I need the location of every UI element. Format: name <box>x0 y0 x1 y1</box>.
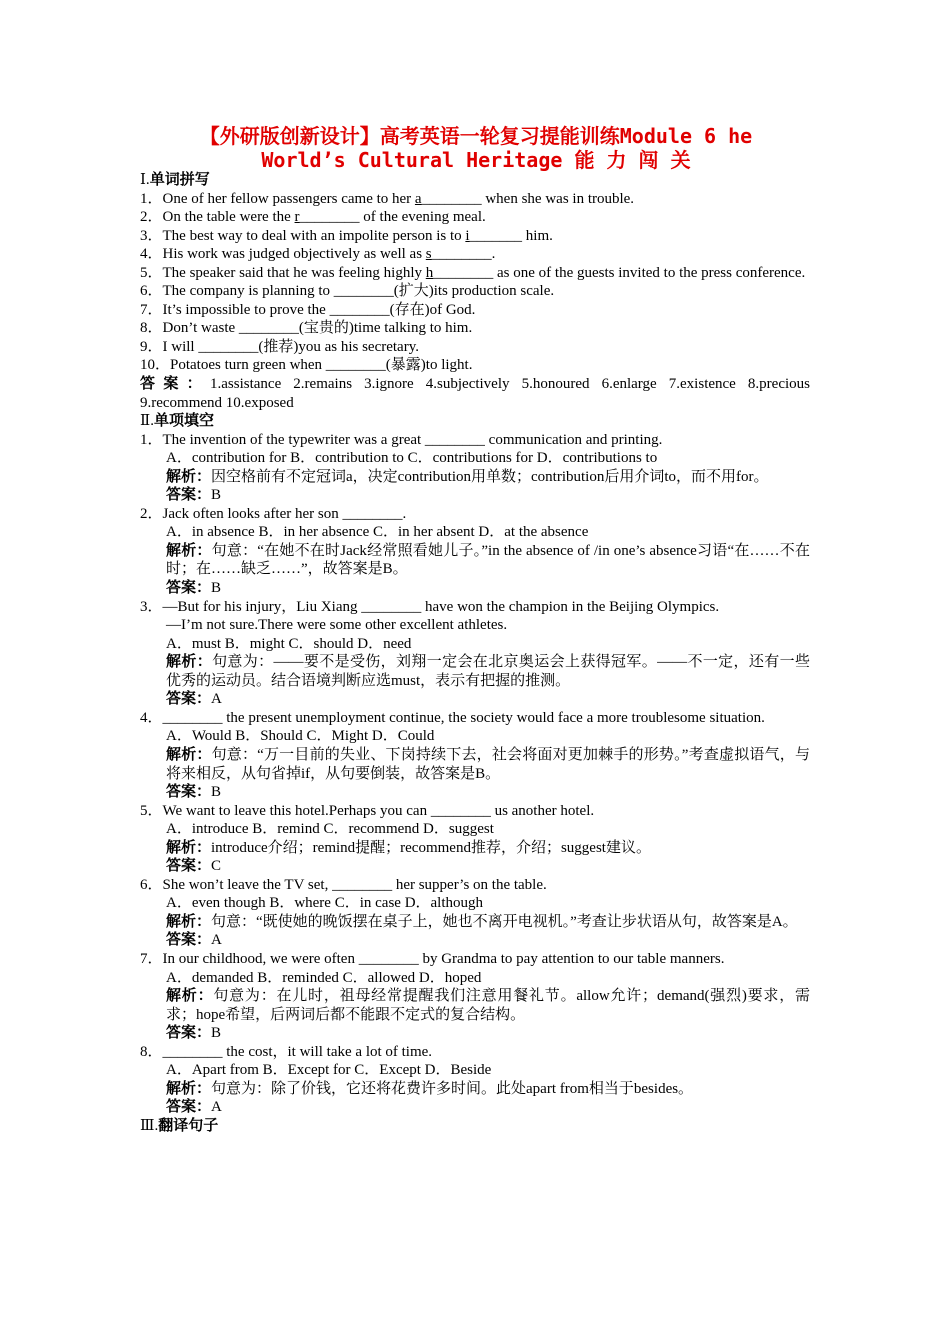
item-text-after: ________ as one of the guests invited to the press conference. <box>433 264 806 281</box>
question-number: 3． <box>140 598 163 615</box>
question-text: ________ the cost，it will take a lot of time. <box>162 1043 433 1060</box>
item-text-before: The company is planning to ________(扩大)its production scale. <box>162 283 555 300</box>
section-2-title: 单项填空 <box>153 413 214 430</box>
answer-label: 答案： <box>166 932 212 949</box>
answer-label: 答案： <box>140 376 210 393</box>
question-number: 2． <box>140 505 163 522</box>
question-stem <box>140 950 810 969</box>
item-number: 9． <box>140 338 163 355</box>
item-text-after: _______ him. <box>469 227 553 244</box>
answer-value: A <box>211 691 222 708</box>
item-text-before: His work was judged objectively as well as <box>162 246 426 263</box>
question-stem <box>140 709 810 728</box>
vocab-item <box>140 356 810 375</box>
question-text-line: —I’m not sure.There were some other excellent athletes. <box>166 617 508 634</box>
question-text: The invention of the typewriter was a great ________ communication and printing. <box>162 431 663 448</box>
answer-text: 1.assistance 2.remains 3.ignore 4.subjectively 5.honoured 6.enlarge 7.existence 8.precious 9.recommend 10.exposed <box>140 376 810 411</box>
item-text-before: The speaker said that he was feeling highly <box>162 264 426 281</box>
answer-options: A．must B．might C．should D．need <box>166 635 412 652</box>
vocab-item <box>140 282 810 301</box>
item-text-before: Potatoes turn green when ________(暴露)to light. <box>170 357 473 374</box>
question-number: 1． <box>140 431 163 448</box>
answer-value: B <box>211 784 222 801</box>
question-number: 7． <box>140 950 163 967</box>
item-text-before: The best way to deal with an impolite person is to <box>162 227 466 244</box>
explanation-text: 句意：“万一目前的失业、下岗持续下去，社会将面对更加棘手的形势。”考查虚拟语气，与将来相反，从句省掉if，从句要倒装，故答案是B。 <box>166 746 810 782</box>
question-text: Jack often looks after her son ________. <box>162 505 407 522</box>
explanation <box>140 746 810 783</box>
explanation-label: 解析： <box>166 542 212 559</box>
vocab-item <box>140 319 810 338</box>
item-text-before: It’s impossible to prove the ________(存在)of God. <box>162 301 476 318</box>
item-number: 8． <box>140 320 163 337</box>
initial-letter: s <box>425 246 432 263</box>
initial-letter: h <box>425 264 434 281</box>
section-3-num: Ⅲ. <box>140 1117 159 1134</box>
vocab-item <box>140 338 810 357</box>
explanation-text: 句意：“既使她的晚饭摆在桌子上，她也不离开电视机。”考查让步状语从句，故答案是A。 <box>211 913 798 930</box>
answer-line <box>140 1024 810 1043</box>
answer-line <box>140 690 810 709</box>
answer-line <box>140 931 810 950</box>
explanation <box>140 839 810 858</box>
explanation <box>140 987 810 1024</box>
vocab-item <box>140 264 810 283</box>
answer-label: 答案： <box>166 858 212 875</box>
answer-line <box>140 783 810 802</box>
item-number: 7． <box>140 301 163 318</box>
section-2-num: Ⅱ. <box>140 413 154 430</box>
explanation-label: 解析： <box>166 468 212 485</box>
answer-line <box>140 857 810 876</box>
question-stem <box>140 802 810 821</box>
item-text-before: Don’t waste ________(宝贵的)time talking to him. <box>162 320 473 337</box>
explanation-text: 句意为：在儿时，祖母经常提醒我们注意用餐礼节。allow允许；demand(强烈)要求，需求；hope希望，后两词后都不能跟不定式的复合结构。 <box>166 988 810 1023</box>
item-text-before: One of her fellow passengers came to her <box>162 190 415 207</box>
answer-label: 答案： <box>166 1099 212 1116</box>
section-1-items <box>140 190 810 375</box>
answer-value: B <box>211 1025 222 1042</box>
answer-label: 答案： <box>166 487 212 504</box>
vocab-item <box>140 227 810 246</box>
question-text: She won’t leave the TV set, ________ her supper’s on the table. <box>162 876 547 893</box>
initial-letter: i <box>465 227 470 244</box>
vocab-item <box>140 301 810 320</box>
answer-options: A．in absence B．in her absence C．in her absent D．at the absence <box>166 524 589 541</box>
answer-options: A．contribution for B．contribution to C．contributions for D．contributions to <box>166 450 658 467</box>
item-number: 10． <box>140 357 171 374</box>
answer-label: 答案： <box>166 691 212 708</box>
item-number: 2． <box>140 209 163 226</box>
answer-options: A．Would B．Should C．Might D．Could <box>166 728 435 745</box>
item-number: 1． <box>140 190 163 207</box>
section-1-answer <box>140 375 810 412</box>
section-2-header <box>140 412 810 431</box>
item-text-after: ________ when she was in trouble. <box>421 190 635 207</box>
item-number: 6． <box>140 283 163 300</box>
explanation-label: 解析： <box>166 746 212 763</box>
section-1-header <box>140 171 810 190</box>
explanation-text: 因空格前有不定冠词a，决定contribution用单数；contribution后用介词to，而不用for。 <box>211 468 769 485</box>
section-1-num: Ⅰ. <box>140 172 150 188</box>
vocab-item <box>140 245 810 264</box>
question-text: —But for his injury，Liu Xiang ________ have won the champion in the Beijing Olympics. <box>162 598 720 615</box>
answer-value: A <box>211 932 222 949</box>
initial-letter: a <box>414 190 422 207</box>
section-3-title: 翻译句子 <box>158 1117 219 1134</box>
vocab-item <box>140 208 810 227</box>
title-line-2: World’s Cultural Heritage 能 力 闯 关 <box>261 148 691 172</box>
explanation-text: 句意：“在她不在时Jack经常照看她儿子。”in the absence of /in one’s absence习语“在……不在时；在……缺乏……”，故答案是B。 <box>166 542 810 578</box>
answer-options: A．Apart from B．Except for C．Except D．Beside <box>166 1062 492 1079</box>
initial-letter: r <box>294 209 300 226</box>
explanation-label: 解析： <box>166 654 213 671</box>
explanation-text: 句意为：——要不是受伤，刘翔一定会在北京奥运会上获得冠军。——不一定，还有一些优秀的运动员。结合语境判断应选must，表示有把握的推测。 <box>166 654 810 689</box>
explanation-label: 解析： <box>166 1080 212 1097</box>
explanation <box>140 542 810 579</box>
explanation <box>140 913 810 932</box>
answer-label: 答案： <box>166 1025 212 1042</box>
explanation-text: 句意为：除了价钱，它还将花费许多时间。此处apart from相当于besides。 <box>211 1080 694 1097</box>
answer-line <box>140 1098 810 1117</box>
answer-options: A．introduce B．remind C．recommend D．suggest <box>166 821 494 838</box>
answer-value: A <box>211 1099 222 1116</box>
question-number: 8． <box>140 1043 163 1060</box>
section-2-items <box>140 431 810 1117</box>
document-title <box>140 124 812 172</box>
item-number: 5． <box>140 264 163 281</box>
item-number: 3． <box>140 227 163 244</box>
question-number: 5． <box>140 802 163 819</box>
item-text-before: On the table were the <box>162 209 295 226</box>
question-stem <box>140 431 810 450</box>
question-text: ________ the present unemployment continue, the society would face a more troublesome situation. <box>162 709 765 726</box>
explanation-label: 解析： <box>166 988 214 1005</box>
question-number: 4． <box>140 709 163 726</box>
section-1-title: 单词拼写 <box>149 172 210 188</box>
explanation <box>140 468 810 487</box>
explanation <box>140 1080 810 1099</box>
answer-label: 答案： <box>166 580 212 597</box>
answer-value: B <box>211 487 222 504</box>
document-body <box>140 171 810 1135</box>
question-stem <box>140 505 810 524</box>
item-number: 4． <box>140 246 163 263</box>
question-text: In our childhood, we were often ________ by Grandma to pay attention to our table manners. <box>162 950 725 967</box>
question-stem <box>140 598 810 617</box>
answer-options: A．demanded B．reminded C．allowed D．hoped <box>166 969 482 986</box>
title-line-1: 【外研版创新设计】高考英语一轮复习提能训练Module 6 he <box>199 124 753 148</box>
section-3-header <box>140 1117 810 1136</box>
explanation-text: introduce介绍；remind提醒；recommend推荐，介绍；suggest建议。 <box>211 839 651 856</box>
answer-line <box>140 486 810 505</box>
question-number: 6． <box>140 876 163 893</box>
answer-label: 答案： <box>166 784 212 801</box>
item-text-after: ________. <box>431 246 496 263</box>
explanation <box>140 653 810 690</box>
item-text-after: ________ of the evening meal. <box>299 209 486 226</box>
vocab-item <box>140 190 810 209</box>
answer-value: C <box>211 858 222 875</box>
question-stem <box>140 876 810 895</box>
question-stem <box>140 1043 810 1062</box>
answer-options: A．even though B．where C．in case D．although <box>166 895 484 912</box>
answer-value: B <box>211 580 222 597</box>
question-text: We want to leave this hotel.Perhaps you can ________ us another hotel. <box>162 802 595 819</box>
item-text-before: I will ________(推荐)you as his secretary. <box>162 338 419 355</box>
answer-line <box>140 579 810 598</box>
explanation-label: 解析： <box>166 839 212 856</box>
explanation-label: 解析： <box>166 913 212 930</box>
